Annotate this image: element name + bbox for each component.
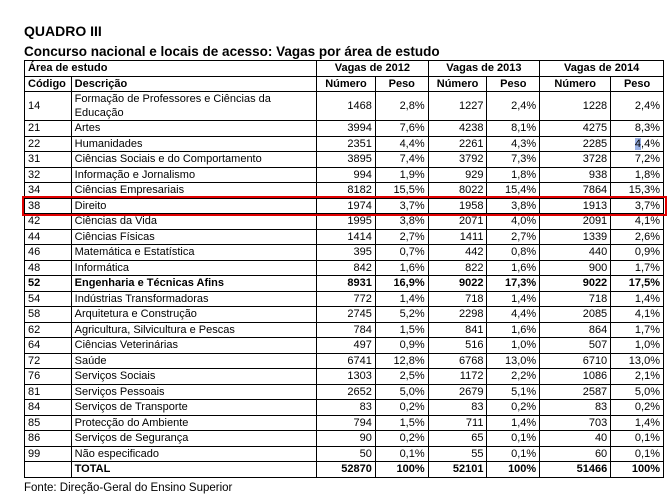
row-weight-2014: 4,1%	[611, 307, 664, 323]
row-weight-2012: 1,6%	[375, 260, 428, 276]
row-number-2014: 900	[540, 260, 611, 276]
number-header-2012: Número	[317, 76, 376, 92]
row-number-2012: 3994	[317, 121, 376, 137]
year-header-2012: Vagas de 2012	[317, 61, 429, 77]
row-number-2013: 516	[428, 338, 487, 354]
row-weight-2012: 4,4%	[375, 136, 428, 152]
row-description: Serviços de Transporte	[71, 400, 316, 416]
row-number-2014: 3728	[540, 152, 611, 168]
table-row	[25, 338, 664, 354]
row-number-2012: 794	[317, 415, 376, 431]
row-code: 34	[25, 183, 72, 199]
row-description: Ciências Empresariais	[71, 183, 316, 199]
row-weight-2014: 0,9%	[611, 245, 664, 261]
row-number-2012: 784	[317, 322, 376, 338]
row-weight-2014: 2,4%	[611, 92, 664, 121]
row-weight-2012: 12,8%	[375, 353, 428, 369]
row-weight-2012: 0,9%	[375, 338, 428, 354]
row-weight-2012: 7,4%	[375, 152, 428, 168]
row-code: 22	[25, 136, 72, 152]
row-weight-2014: 2,1%	[611, 369, 664, 385]
row-description: Ciências da Vida	[71, 214, 316, 230]
row-number-2013: 1172	[428, 369, 487, 385]
row-number-2012: 50	[317, 446, 376, 462]
weight-header-2014: Peso	[611, 76, 664, 92]
row-weight-2013: 13,0%	[487, 353, 540, 369]
row-code: 58	[25, 307, 72, 323]
row-description: Informação e Jornalismo	[71, 167, 316, 183]
table-row	[25, 136, 664, 152]
row-weight-2014: 3,7%	[611, 198, 664, 214]
total-row	[25, 462, 664, 478]
text-selection: 4	[634, 137, 642, 150]
row-number-2014: 1913	[540, 198, 611, 214]
area-header: Área de estudo	[25, 61, 317, 77]
row-number-2013: 442	[428, 245, 487, 261]
header-row-columns	[25, 76, 664, 92]
row-number-2012: 6741	[317, 353, 376, 369]
row-weight-2012: 1,9%	[375, 167, 428, 183]
row-code: 31	[25, 152, 72, 168]
table-row	[25, 446, 664, 462]
row-number-2012: 395	[317, 245, 376, 261]
row-description: Protecção do Ambiente	[71, 415, 316, 431]
row-number-2014: 938	[540, 167, 611, 183]
row-description: Formação de Professores e Ciências da Educação	[71, 92, 316, 121]
row-number-2012: 8182	[317, 183, 376, 199]
table-row	[25, 260, 664, 276]
row-number-2014: 40	[540, 431, 611, 447]
row-weight-2014: 2,6%	[611, 229, 664, 245]
row-weight-2014: 1,8%	[611, 167, 664, 183]
row-code: 21	[25, 121, 72, 137]
row-weight-2012: 0,1%	[375, 446, 428, 462]
row-weight-2013: 4,0%	[487, 214, 540, 230]
total-number-2014: 51466	[540, 462, 611, 478]
total-weight-2012: 100%	[375, 462, 428, 478]
row-description: Agricultura, Silvicultura e Pescas	[71, 322, 316, 338]
table-row	[25, 400, 664, 416]
row-description: Serviços de Segurança	[71, 431, 316, 447]
row-weight-2013: 0,1%	[487, 446, 540, 462]
row-number-2013: 822	[428, 260, 487, 276]
row-code: 44	[25, 229, 72, 245]
row-weight-2012: 5,2%	[375, 307, 428, 323]
row-number-2012: 3895	[317, 152, 376, 168]
row-weight-2012: 3,7%	[375, 198, 428, 214]
table-row	[25, 322, 664, 338]
table-row	[25, 291, 664, 307]
row-description: Ciências Veterinárias	[71, 338, 316, 354]
weight-header-2013: Peso	[487, 76, 540, 92]
row-code: 62	[25, 322, 72, 338]
row-number-2013: 1411	[428, 229, 487, 245]
row-number-2013: 9022	[428, 276, 487, 292]
row-number-2013: 65	[428, 431, 487, 447]
table-row	[25, 431, 664, 447]
row-number-2012: 2351	[317, 136, 376, 152]
row-weight-2013: 4,4%	[487, 307, 540, 323]
row-weight-2012: 1,4%	[375, 291, 428, 307]
row-number-2013: 2261	[428, 136, 487, 152]
row-number-2013: 55	[428, 446, 487, 462]
row-number-2014: 507	[540, 338, 611, 354]
row-weight-2014: 5,0%	[611, 384, 664, 400]
row-description: Direito	[71, 198, 316, 214]
row-description: Arquitetura e Construção	[71, 307, 316, 323]
row-code: 46	[25, 245, 72, 261]
row-weight-2013: 1,4%	[487, 291, 540, 307]
row-weight-2014: 1,4%	[611, 291, 664, 307]
row-weight-2014: 17,5%	[611, 276, 664, 292]
row-description: Saúde	[71, 353, 316, 369]
number-header-2013: Número	[428, 76, 487, 92]
row-number-2012: 1468	[317, 92, 376, 121]
row-description: Humanidades	[71, 136, 316, 152]
table-row	[25, 276, 664, 292]
row-number-2014: 1086	[540, 369, 611, 385]
row-number-2014: 6710	[540, 353, 611, 369]
row-code: 48	[25, 260, 72, 276]
table-row	[25, 198, 664, 214]
total-weight-2014: 100%	[611, 462, 664, 478]
row-number-2013: 711	[428, 415, 487, 431]
row-number-2013: 83	[428, 400, 487, 416]
row-weight-2014: 15,3%	[611, 183, 664, 199]
table-row	[25, 152, 664, 168]
row-number-2012: 90	[317, 431, 376, 447]
row-weight-2012: 15,5%	[375, 183, 428, 199]
row-description: Não especificado	[71, 446, 316, 462]
total-code-cell	[25, 462, 72, 478]
row-number-2013: 1958	[428, 198, 487, 214]
row-number-2014: 440	[540, 245, 611, 261]
row-code: 52	[25, 276, 72, 292]
row-number-2014: 4275	[540, 121, 611, 137]
row-weight-2013: 0,8%	[487, 245, 540, 261]
total-label: TOTAL	[71, 462, 316, 478]
row-number-2013: 4238	[428, 121, 487, 137]
row-weight-2014: 0,2%	[611, 400, 664, 416]
row-number-2013: 2679	[428, 384, 487, 400]
row-weight-2013: 2,7%	[487, 229, 540, 245]
row-weight-2013: 1,4%	[487, 415, 540, 431]
row-description: Matemática e Estatística	[71, 245, 316, 261]
total-weight-2013: 100%	[487, 462, 540, 478]
row-description: Informática	[71, 260, 316, 276]
row-weight-2012: 5,0%	[375, 384, 428, 400]
row-number-2013: 718	[428, 291, 487, 307]
row-weight-2014: 8,3%	[611, 121, 664, 137]
row-code: 81	[25, 384, 72, 400]
row-description: Engenharia e Técnicas Afins	[71, 276, 316, 292]
row-weight-2013: 3,8%	[487, 198, 540, 214]
table-title: Concurso nacional e locais de acesso: Vagas por área de estudo	[24, 44, 440, 59]
row-number-2014: 2587	[540, 384, 611, 400]
row-code: 42	[25, 214, 72, 230]
table-row	[25, 353, 664, 369]
row-code: 14	[25, 92, 72, 121]
number-header-2014: Número	[540, 76, 611, 92]
row-number-2012: 1414	[317, 229, 376, 245]
row-number-2013: 2071	[428, 214, 487, 230]
row-number-2014: 2091	[540, 214, 611, 230]
row-number-2012: 772	[317, 291, 376, 307]
row-number-2013: 8022	[428, 183, 487, 199]
row-weight-2013: 2,2%	[487, 369, 540, 385]
row-weight-2013: 5,1%	[487, 384, 540, 400]
row-weight-2013: 1,6%	[487, 322, 540, 338]
row-number-2014: 1228	[540, 92, 611, 121]
row-number-2014: 1339	[540, 229, 611, 245]
row-number-2014: 2285	[540, 136, 611, 152]
row-weight-2013: 1,6%	[487, 260, 540, 276]
row-weight-2012: 1,5%	[375, 322, 428, 338]
header-row-years	[25, 61, 664, 77]
year-header-2014: Vagas de 2014	[540, 61, 664, 77]
row-number-2013: 841	[428, 322, 487, 338]
row-number-2012: 497	[317, 338, 376, 354]
row-weight-2013: 0,1%	[487, 431, 540, 447]
row-weight-2013: 7,3%	[487, 152, 540, 168]
row-weight-2013: 1,8%	[487, 167, 540, 183]
total-number-2013: 52101	[428, 462, 487, 478]
row-number-2013: 6768	[428, 353, 487, 369]
row-number-2012: 1303	[317, 369, 376, 385]
row-weight-2012: 2,5%	[375, 369, 428, 385]
row-number-2012: 8931	[317, 276, 376, 292]
row-weight-2012: 0,2%	[375, 400, 428, 416]
row-code: 38	[25, 198, 72, 214]
table-row	[25, 369, 664, 385]
row-number-2013: 1227	[428, 92, 487, 121]
row-weight-2012: 3,8%	[375, 214, 428, 230]
year-header-2013: Vagas de 2013	[428, 61, 540, 77]
table-row	[25, 214, 664, 230]
table-row	[25, 229, 664, 245]
row-number-2014: 2085	[540, 307, 611, 323]
row-description: Ciências Físicas	[71, 229, 316, 245]
row-number-2012: 1974	[317, 198, 376, 214]
row-code: 84	[25, 400, 72, 416]
row-weight-2014: 13,0%	[611, 353, 664, 369]
row-description: Serviços Pessoais	[71, 384, 316, 400]
total-number-2012: 52870	[317, 462, 376, 478]
table-row	[25, 121, 664, 137]
table-row	[25, 415, 664, 431]
row-number-2012: 1995	[317, 214, 376, 230]
row-description: Indústrias Transformadoras	[71, 291, 316, 307]
row-code: 99	[25, 446, 72, 462]
document	[24, 0, 664, 496]
row-weight-2013: 1,0%	[487, 338, 540, 354]
row-number-2012: 83	[317, 400, 376, 416]
row-code: 76	[25, 369, 72, 385]
row-number-2014: 718	[540, 291, 611, 307]
row-weight-2014: 1,0%	[611, 338, 664, 354]
row-number-2014: 60	[540, 446, 611, 462]
row-weight-2013: 8,1%	[487, 121, 540, 137]
table-row	[25, 92, 664, 121]
row-number-2014: 864	[540, 322, 611, 338]
row-number-2014: 703	[540, 415, 611, 431]
row-number-2013: 3792	[428, 152, 487, 168]
row-code: 54	[25, 291, 72, 307]
table-row	[25, 384, 664, 400]
row-number-2012: 994	[317, 167, 376, 183]
row-description: Ciências Sociais e do Comportamento	[71, 152, 316, 168]
table-number: QUADRO III	[24, 23, 102, 39]
code-header: Código	[25, 76, 72, 92]
row-code: 64	[25, 338, 72, 354]
row-number-2012: 2652	[317, 384, 376, 400]
row-weight-2014: 4,1%	[611, 214, 664, 230]
row-code: 72	[25, 353, 72, 369]
row-weight-2014: 1,7%	[611, 322, 664, 338]
row-weight-2012: 16,9%	[375, 276, 428, 292]
row-weight-2012: 7,6%	[375, 121, 428, 137]
vacancies-table	[24, 60, 664, 478]
row-weight-2013: 17,3%	[487, 276, 540, 292]
row-weight-2014: 1,7%	[611, 260, 664, 276]
row-weight-2012: 1,5%	[375, 415, 428, 431]
row-code: 86	[25, 431, 72, 447]
row-weight-2014: 4,4%	[611, 136, 664, 152]
row-weight-2012: 2,7%	[375, 229, 428, 245]
row-weight-2013: 4,3%	[487, 136, 540, 152]
row-number-2014: 7864	[540, 183, 611, 199]
row-weight-2014: 7,2%	[611, 152, 664, 168]
row-weight-2013: 15,4%	[487, 183, 540, 199]
row-description: Artes	[71, 121, 316, 137]
row-weight-2014: 0,1%	[611, 446, 664, 462]
row-number-2013: 929	[428, 167, 487, 183]
table-row	[25, 183, 664, 199]
row-weight-2013: 2,4%	[487, 92, 540, 121]
row-weight-2012: 2,8%	[375, 92, 428, 121]
row-number-2013: 2298	[428, 307, 487, 323]
row-number-2012: 842	[317, 260, 376, 276]
row-code: 85	[25, 415, 72, 431]
table-row	[25, 167, 664, 183]
row-number-2014: 9022	[540, 276, 611, 292]
weight-header-2012: Peso	[375, 76, 428, 92]
row-weight-2014: 0,1%	[611, 431, 664, 447]
row-number-2014: 83	[540, 400, 611, 416]
row-weight-2013: 0,2%	[487, 400, 540, 416]
row-weight-2012: 0,2%	[375, 431, 428, 447]
table-row	[25, 245, 664, 261]
table-row	[25, 307, 664, 323]
row-weight-2012: 0,7%	[375, 245, 428, 261]
row-code: 32	[25, 167, 72, 183]
row-number-2012: 2745	[317, 307, 376, 323]
description-header: Descrição	[71, 76, 316, 92]
source-note: Fonte: Direção-Geral do Ensino Superior	[24, 481, 233, 494]
row-description: Serviços Sociais	[71, 369, 316, 385]
row-weight-2014: 1,4%	[611, 415, 664, 431]
